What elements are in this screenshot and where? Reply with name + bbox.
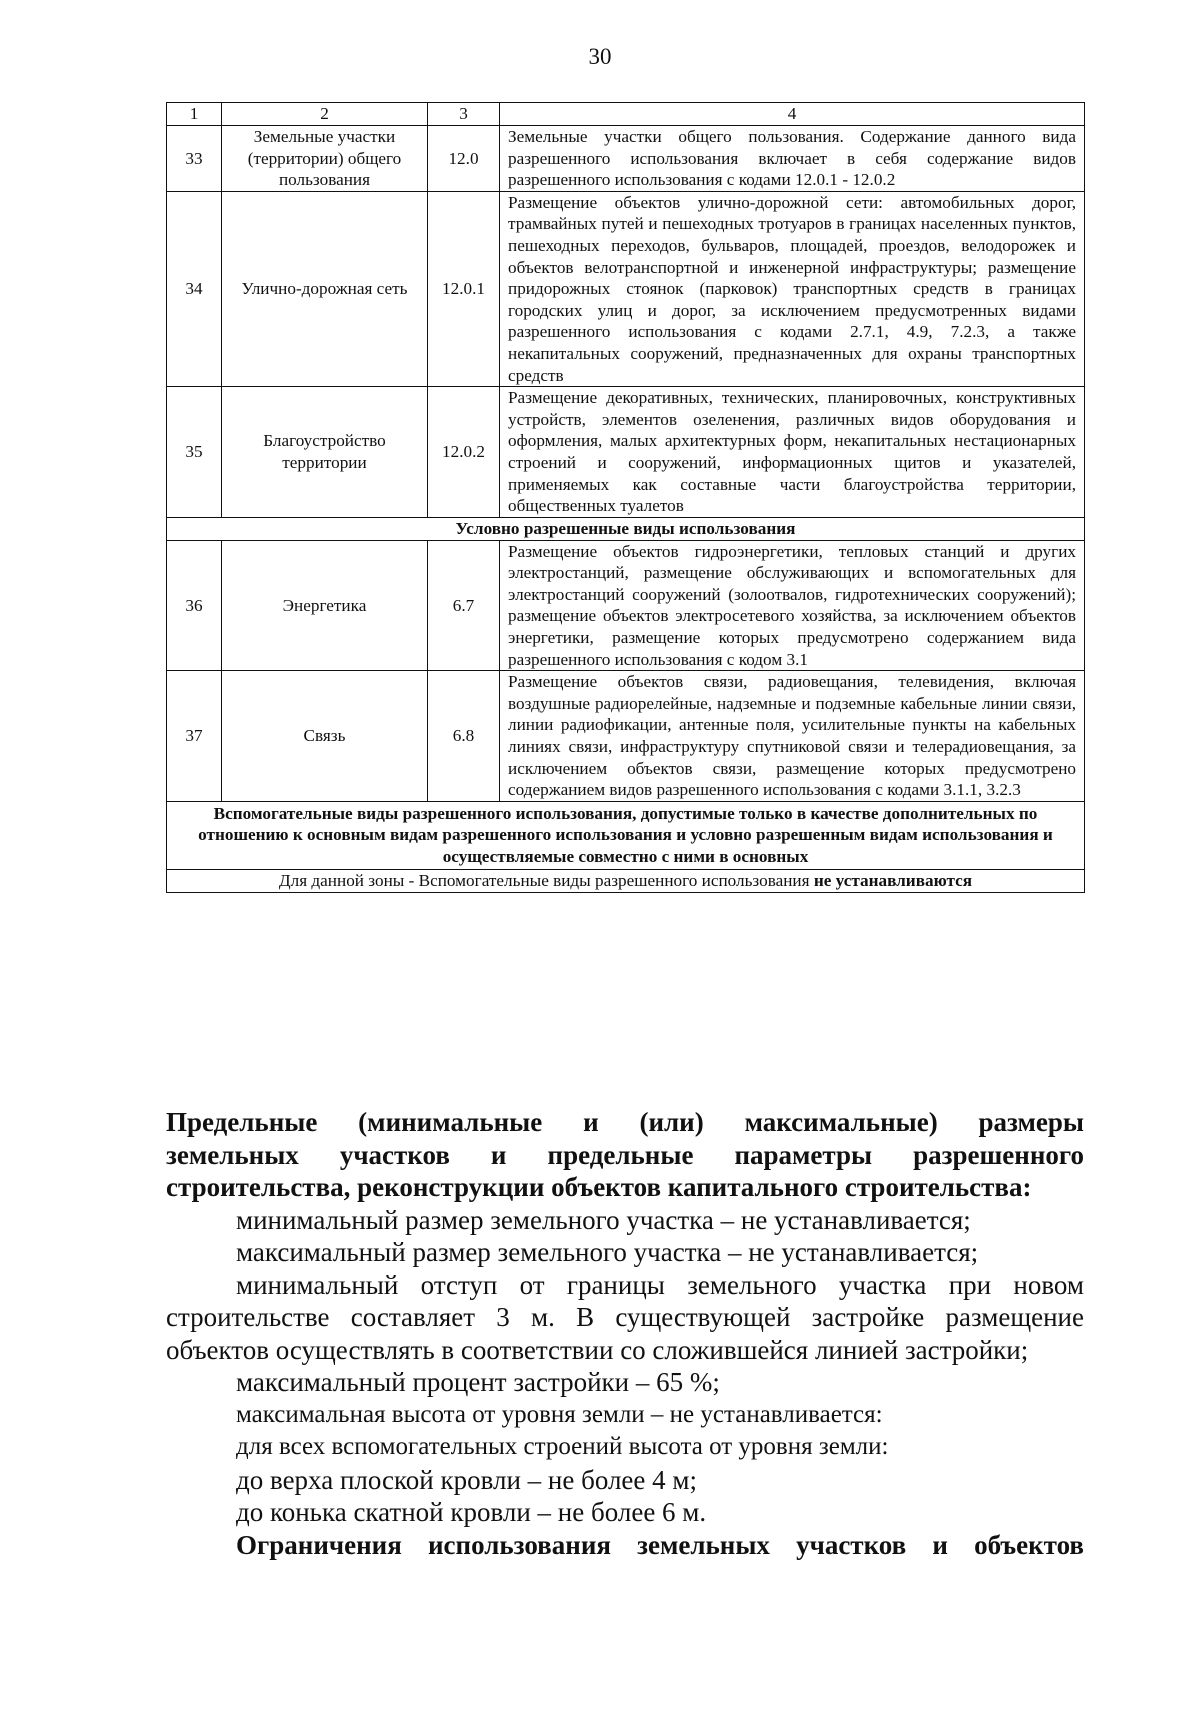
auxiliary-uses-heading: Вспомогательные виды разрешенного использования, допустимые только в качестве дополнительных по отношению к основным видам разрешенного использования и условно разрешенным видам использования и осуществляемые совместно с ними в основных [167, 801, 1085, 869]
use-code: 6.7 [428, 540, 500, 671]
min-plot-size: минимальный размер земельного участка – не устанавливается; [236, 1204, 971, 1235]
use-code: 12.0.2 [428, 387, 500, 518]
use-description: Земельные участки общего пользования. Содержание данного вида разрешенного использования включает в себя содержание видов разрешенного использования с кодами 12.0.1 - 12.0.2 [500, 126, 1085, 192]
column-header: 1 [167, 103, 222, 126]
use-name: Связь [222, 671, 428, 802]
row-number: 34 [167, 191, 222, 386]
auxiliary-note-status: не устанавливаются [813, 870, 973, 890]
section-row [167, 869, 1085, 892]
use-name: Земельные участки (территории) общего пользования [222, 126, 428, 192]
use-code: 6.8 [428, 671, 500, 802]
section-row [167, 801, 1085, 869]
column-header: 3 [428, 103, 500, 126]
use-description: Размещение объектов связи, радиовещания, телевидения, включая воздушные радиорелейные, надземные и подземные кабельные линии связи, линии радиофикации, антенные поля, усилительные пункты на кабельных линиях связи, инфраструктуру спутниковой связи и телерадиовещания, за исключением объектов связи, размещение которых предусмотрено содержанием видов разрешенного использования с кодами 3.1.1, 3.2.3 [500, 671, 1085, 802]
max-height: максимальная высота от уровня земли – не устанавливается: [236, 1400, 883, 1428]
use-name: Энергетика [222, 540, 428, 671]
table-header-row [167, 103, 1085, 126]
use-description: Размещение объектов улично-дорожной сети: автомобильных дорог, трамвайных путей и пешеходных тротуаров в границах населенных пунктов, пешеходных переходов, бульваров, площадей, проездов, велодорожек и объектов велотранспортной и инженерной инфраструктуры; размещение придорожных стоянок (парковок) транспортных средств в границах городских улиц и дорог, за исключением предусмотренных видами разрешенного использования с кодами 2.7.1, 4.9, 7.2.3, а также некапитальных сооружений, предназначенных для охраны транспортных средств [500, 191, 1085, 386]
parameters-heading-line: Предельные (минимальные и (или) максимальные) размеры [166, 1107, 1084, 1137]
flat-roof-height: до верха плоской кровли – не более 4 м; [236, 1464, 697, 1495]
max-plot-size: максимальный размер земельного участка – не устанавливается; [236, 1237, 979, 1267]
parameters-section [166, 1106, 1084, 1561]
row-number: 37 [167, 671, 222, 802]
parameters-heading-line: строительства, реконструкции объектов капитального строительства: [166, 1172, 1032, 1202]
row-number: 35 [167, 387, 222, 518]
parameters-heading-line: земельных участков и предельные параметры разрешенного [166, 1139, 1084, 1170]
use-code: 12.0 [428, 126, 500, 192]
use-description: Размещение объектов гидроэнергетики, тепловых станций и других электростанций, размещение обслуживающих и вспомогательных для электростанций сооружений (золоотвалов, гидротехнических сооружений); размещение объектов электросетевого хозяйства, за исключением объектов энергетики, размещение которых предусмотрено содержанием вида разрешенного использования с кодом 3.1 [500, 540, 1085, 671]
aux-building-height: для всех вспомогательных строений высота от уровня земли: [236, 1433, 889, 1460]
auxiliary-uses-note [167, 869, 1085, 892]
table-row [167, 671, 1085, 802]
table-row [167, 191, 1085, 386]
column-header: 2 [222, 103, 428, 126]
use-name: Улично-дорожная сеть [222, 191, 428, 386]
table-row [167, 540, 1085, 671]
use-code: 12.0.1 [428, 191, 500, 386]
max-coverage: максимальный процент застройки – 65 %; [236, 1367, 720, 1397]
land-use-table [166, 102, 1085, 893]
conditional-uses-heading: Условно разрешенные виды использования [167, 517, 1085, 540]
row-number: 36 [167, 540, 222, 671]
table-row [167, 126, 1085, 192]
restrictions-heading: Ограничения использования земельных участков и объектов [236, 1529, 1084, 1560]
column-header: 4 [500, 103, 1085, 126]
use-name: Благоустройство территории [222, 387, 428, 518]
table-row [167, 387, 1085, 518]
page-number: 30 [588, 44, 612, 69]
min-setback: минимальный отступ от границы земельного участка при новом строительстве составляет 3 м. В существующей застройке размещение объектов осуществлять в соответствии со сложившейся линией застройки; [166, 1269, 1084, 1365]
section-row [167, 517, 1085, 540]
pitched-roof-height: до конька скатной кровли – не более 6 м. [236, 1497, 707, 1527]
use-description: Размещение декоративных, технических, планировочных, конструктивных устройств, элементов озеленения, различных видов оборудования и оформления, малых архитектурных форм, некапитальных нестационарных строений и сооружений, информационных щитов и указателей, применяемых как составные части благоустройства территории, общественных туалетов [500, 387, 1085, 518]
row-number: 33 [167, 126, 222, 192]
auxiliary-note-text: Для данной зоны - Вспомогательные виды разрешенного использования [278, 870, 810, 890]
